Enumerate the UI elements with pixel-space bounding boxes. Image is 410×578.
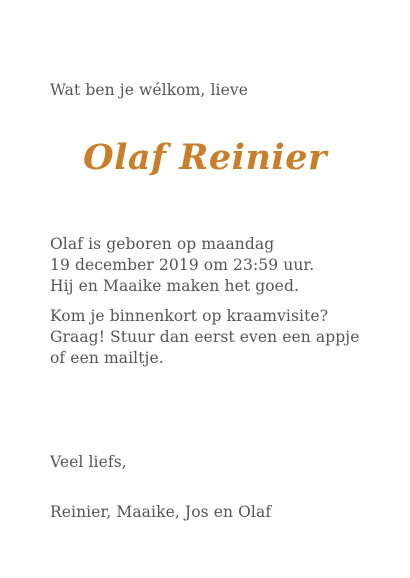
visit-line: Kom je binnenkort op kraamvisite? [50, 307, 329, 325]
visit-paragraph [50, 306, 359, 369]
baby-name-title: Olaf Reinier [83, 137, 327, 178]
birth-line: 19 december 2019 om 23:59 uur. [50, 256, 315, 274]
closing-text: Veel liefs, [50, 453, 127, 471]
signature-text: Reinier, Maaike, Jos en Olaf [50, 503, 272, 521]
birth-line: Hij en Maaike maken het goed. [50, 277, 299, 295]
visit-line: of een mailtje. [50, 349, 164, 367]
visit-line: Graag! Stuur dan eerst even een appje [50, 328, 360, 346]
intro-text: Wat ben je wélkom, lieve [50, 81, 248, 99]
birth-line: Olaf is geboren op maandag [50, 235, 275, 253]
birth-paragraph [50, 234, 314, 297]
